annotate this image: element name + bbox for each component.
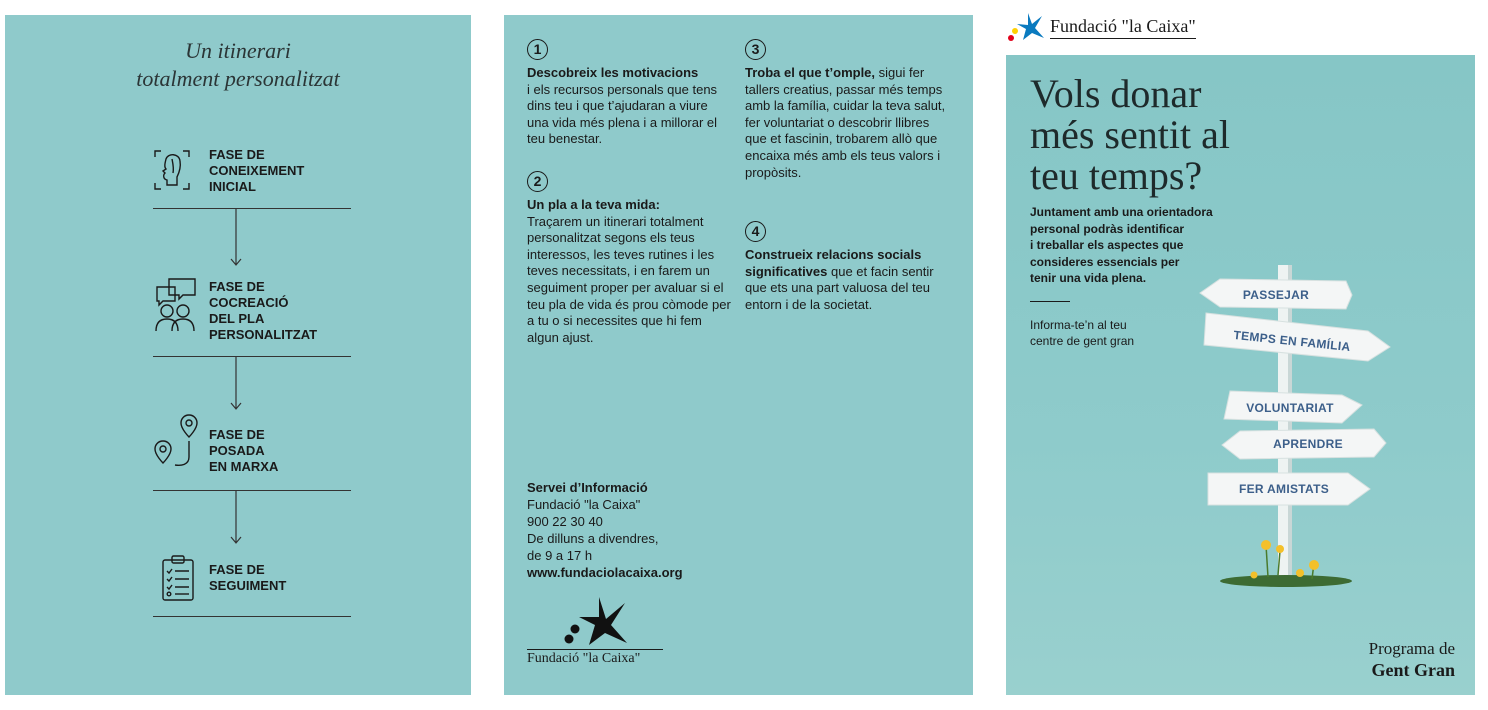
sign-passejar: [1200, 279, 1352, 309]
phase-label: FASE DE CONEIXEMENT INICIAL: [209, 147, 305, 194]
signpost-illustration: [1196, 255, 1436, 595]
fundacio-logo: [527, 595, 677, 675]
divider: [153, 616, 351, 617]
step-2: [527, 171, 732, 346]
info-service-contact: [527, 479, 683, 581]
step-title: Construeix relacions socials significatives: [745, 247, 922, 279]
sign-label: TEMPS EN FAMÍLIA: [1232, 327, 1352, 355]
phase-label: FASE DE SEGUIMENT: [209, 562, 287, 593]
phase-label: FASE DE COCREACIÓ DEL PLA PERSONALITZAT: [209, 279, 318, 342]
contact-phone[interactable]: 900 22 30 40: [527, 514, 603, 529]
logo-wordmark: Fundació "la Caixa": [527, 651, 641, 666]
sign-label: APRENDRE: [1273, 437, 1343, 451]
divider: [153, 208, 351, 209]
contact-heading: Servei d’Informació: [527, 480, 648, 495]
sign-label: PASSEJAR: [1242, 288, 1310, 302]
cover-panel: [1006, 55, 1475, 695]
route-pins-icon: [153, 413, 199, 469]
brand-header: [1006, 12, 1246, 42]
arrow-down-icon: [229, 491, 243, 547]
contact-website-link[interactable]: www.fundaciolacaixa.org: [527, 565, 683, 580]
logo-underline: [527, 649, 663, 650]
step-title: Un pla a la teva mida:: [527, 197, 660, 212]
cover-headline: Vols donar més sentit al teu temps?: [1030, 71, 1230, 198]
step-body: Traçarem un itinerari totalment personalitzat segons els teus interessos, les teves rutines i les teves necessitats, i en farem un seguiment proper per avaluar si el teu pla de vida és prou còmode per a tu o si necessites que hi fem algun ajust.: [527, 213, 731, 345]
step-number: 3: [745, 39, 766, 60]
arrow-down-icon: [229, 357, 243, 413]
brand-wordmark: Fundació "la Caixa": [1050, 16, 1196, 39]
step-3: [745, 39, 950, 181]
contact-hours: De dilluns a divendres,: [527, 531, 659, 546]
people-chat-icon: [153, 277, 199, 333]
sign-voluntariat: [1224, 391, 1362, 423]
step-4: [745, 221, 950, 313]
step-number: 2: [527, 171, 548, 192]
divider: [153, 356, 351, 357]
sign-aprendre: [1222, 429, 1386, 459]
cover-info-text: Informa-te’n al teu centre de gent gran: [1030, 318, 1135, 348]
face-scan-icon: [153, 147, 199, 197]
arrow-down-icon: [229, 209, 243, 269]
sign-label: VOLUNTARIAT: [1246, 401, 1334, 415]
grass-patch: [1220, 575, 1352, 587]
sign-fer-amistats: [1208, 473, 1370, 505]
cover-lead-text: Juntament amb una orientadora personal podràs identificar i treballar els aspectes que consideres essencials per tenir una vida plena.: [1030, 205, 1213, 285]
sign-label: FER AMISTATS: [1238, 482, 1330, 496]
divider: [1030, 301, 1070, 302]
program-title: Programa de Gent Gran: [1368, 639, 1455, 680]
star-logo-icon: [1006, 12, 1046, 44]
step-number: 1: [527, 39, 548, 60]
steps-panel: [504, 15, 973, 695]
clipboard-checklist-icon: [153, 554, 199, 604]
step-body: sigui fer tallers creatius, passar més temps amb la família, cuidar la teva salut, fer voluntariat o descobrir llibres que et fascinin, trobarem allò que encaixa més amb els teus valors i propòsits.: [745, 65, 946, 180]
contact-hours: de 9 a 17 h: [527, 548, 593, 563]
step-1: [527, 39, 732, 148]
step-title: Descobreix les motivacions: [527, 65, 699, 80]
itinerary-title: Un itinerari totalment personalitzat: [136, 38, 340, 91]
phase-label: FASE DE POSADA EN MARXA: [209, 427, 279, 474]
itinerary-panel: [5, 15, 471, 695]
contact-org: Fundació "la Caixa": [527, 497, 641, 512]
step-title: Troba el que t’omple,: [745, 65, 876, 80]
step-body: que et facin sentir que ets una part valuosa del teu entorn i de la societat.: [745, 263, 934, 312]
step-number: 4: [745, 221, 766, 242]
divider: [153, 490, 351, 491]
star-logo-icon: [559, 595, 629, 649]
step-body: i els recursos personals que tens dins teu i que t’ajudaran a viure una vida més plena i a millorar el teu benestar.: [527, 81, 718, 147]
sign-temps-en-familia: [1204, 313, 1390, 361]
